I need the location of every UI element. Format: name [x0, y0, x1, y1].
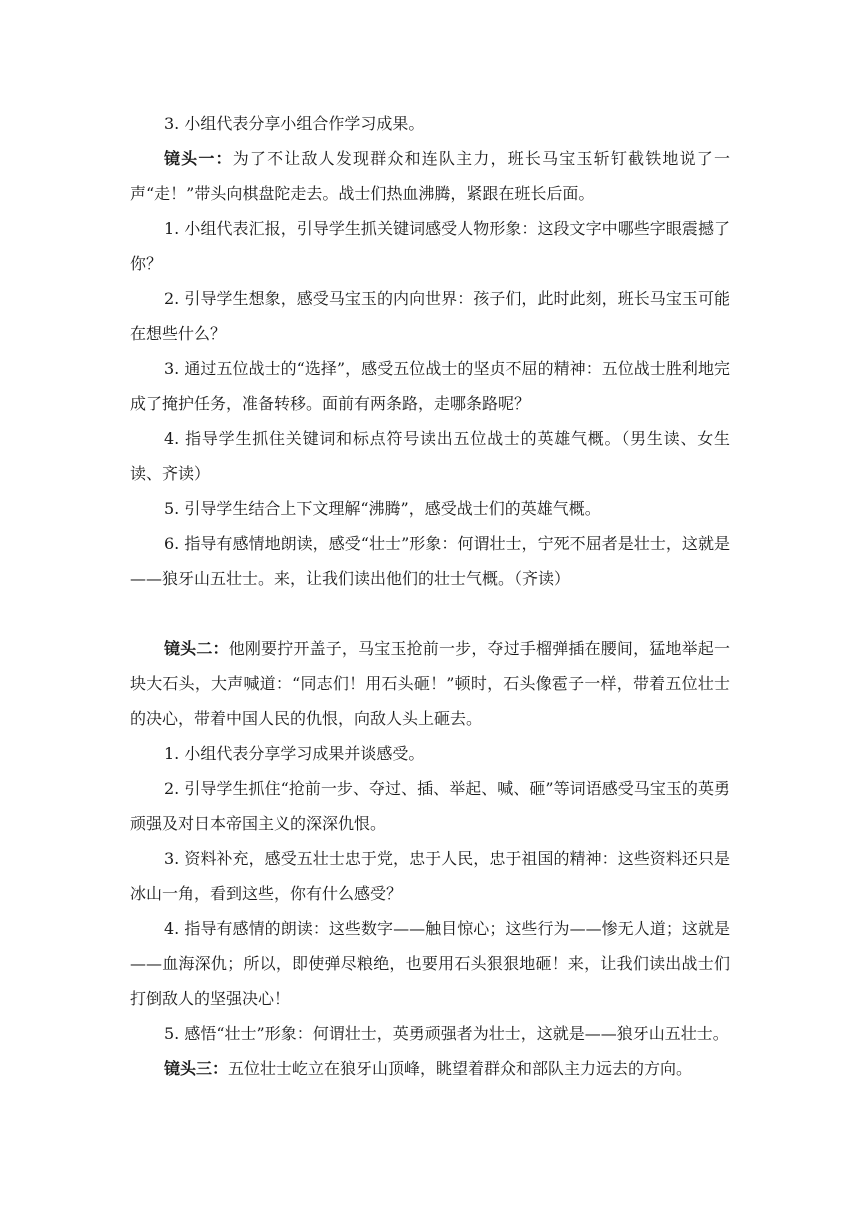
scene1-step-3: 3. 通过五位战士的“选择”，感受五位战士的坚贞不屈的精神：五位战士胜利地完成了掩护任务，准备转移。面前有两条路，走哪条路呢？ — [130, 359, 730, 413]
scene2-step-2: 2. 引导学生抓住“抢前一步、夺过、插、举起、喊、砸”等词语感受马宝玉的英勇顽强及对日本帝国主义的深深仇恨。 — [130, 779, 730, 833]
scene2-step-5: 5. 感悟“壮士”形象：何谓壮士，英勇顽强者为壮士，这就是——狼牙山五壮士。 — [164, 1024, 729, 1043]
scene1-step-6: 6. 指导有感情地朗读，感受“壮士”形象：何谓壮士，宁死不屈者是壮士，这就是——狼牙山五壮士。来，让我们读出他们的壮士气概。（齐读） — [130, 534, 730, 588]
scene3-text: 五位壮士屹立在狼牙山顶峰，眺望着群众和部队主力远去的方向。 — [228, 1059, 693, 1078]
scene1-paragraph — [130, 141, 730, 211]
scene1-step-4: 4. 指导学生抓住关键词和标点符号读出五位战士的英雄气概。（男生读、女生读、齐读） — [130, 429, 730, 483]
scene2-label: 镜头二： — [164, 639, 229, 658]
document-body — [130, 106, 730, 1086]
scene2-text: 他刚要拧开盖子，马宝玉抢前一步，夺过手榴弹插在腰间，猛地举起一块大石头，大声喊道：“同志们！用石头砸！”顿时，石头像雹子一样，带着五位壮士的决心，带着中国人民的仇恨，向敌人头上砸去。 — [130, 639, 730, 728]
intro-paragraph: 3. 小组代表分享小组合作学习成果。 — [164, 114, 425, 133]
scene1-text: 为了不让敌人发现群众和连队主力，班长马宝玉斩钉截铁地说了一声“走！”带头向棋盘陀走去。战士们热血沸腾，紧跟在班长后面。 — [130, 149, 730, 203]
scene3-label: 镜头三： — [164, 1059, 229, 1078]
scene1-step-5: 5. 引导学生结合上下文理解“沸腾”，感受战士们的英雄气概。 — [164, 499, 601, 518]
scene2-step-1: 1. 小组代表分享学习成果并谈感受。 — [164, 744, 425, 763]
scene2-paragraph — [130, 631, 730, 736]
scene3-paragraph — [130, 1051, 730, 1086]
scene2-step-3: 3. 资料补充，感受五壮士忠于党，忠于人民，忠于祖国的精神：这些资料还只是冰山一角，看到这些，你有什么感受？ — [130, 849, 730, 903]
blank-line — [130, 596, 730, 631]
scene1-step-1: 1. 小组代表汇报，引导学生抓关键词感受人物形象：这段文字中哪些字眼震撼了你？ — [130, 219, 730, 273]
scene1-label: 镜头一： — [164, 149, 233, 168]
scene1-step-2: 2. 引导学生想象，感受马宝玉的内向世界：孩子们，此时此刻，班长马宝玉可能在想些什么？ — [130, 289, 730, 343]
scene2-step-4: 4. 指导有感情的朗读：这些数字——触目惊心；这些行为——惨无人道；这就是——血海深仇；所以，即使弹尽粮绝，也要用石头狠狠地砸！来，让我们读出战士们打倒敌人的坚强决心！ — [130, 919, 730, 1008]
